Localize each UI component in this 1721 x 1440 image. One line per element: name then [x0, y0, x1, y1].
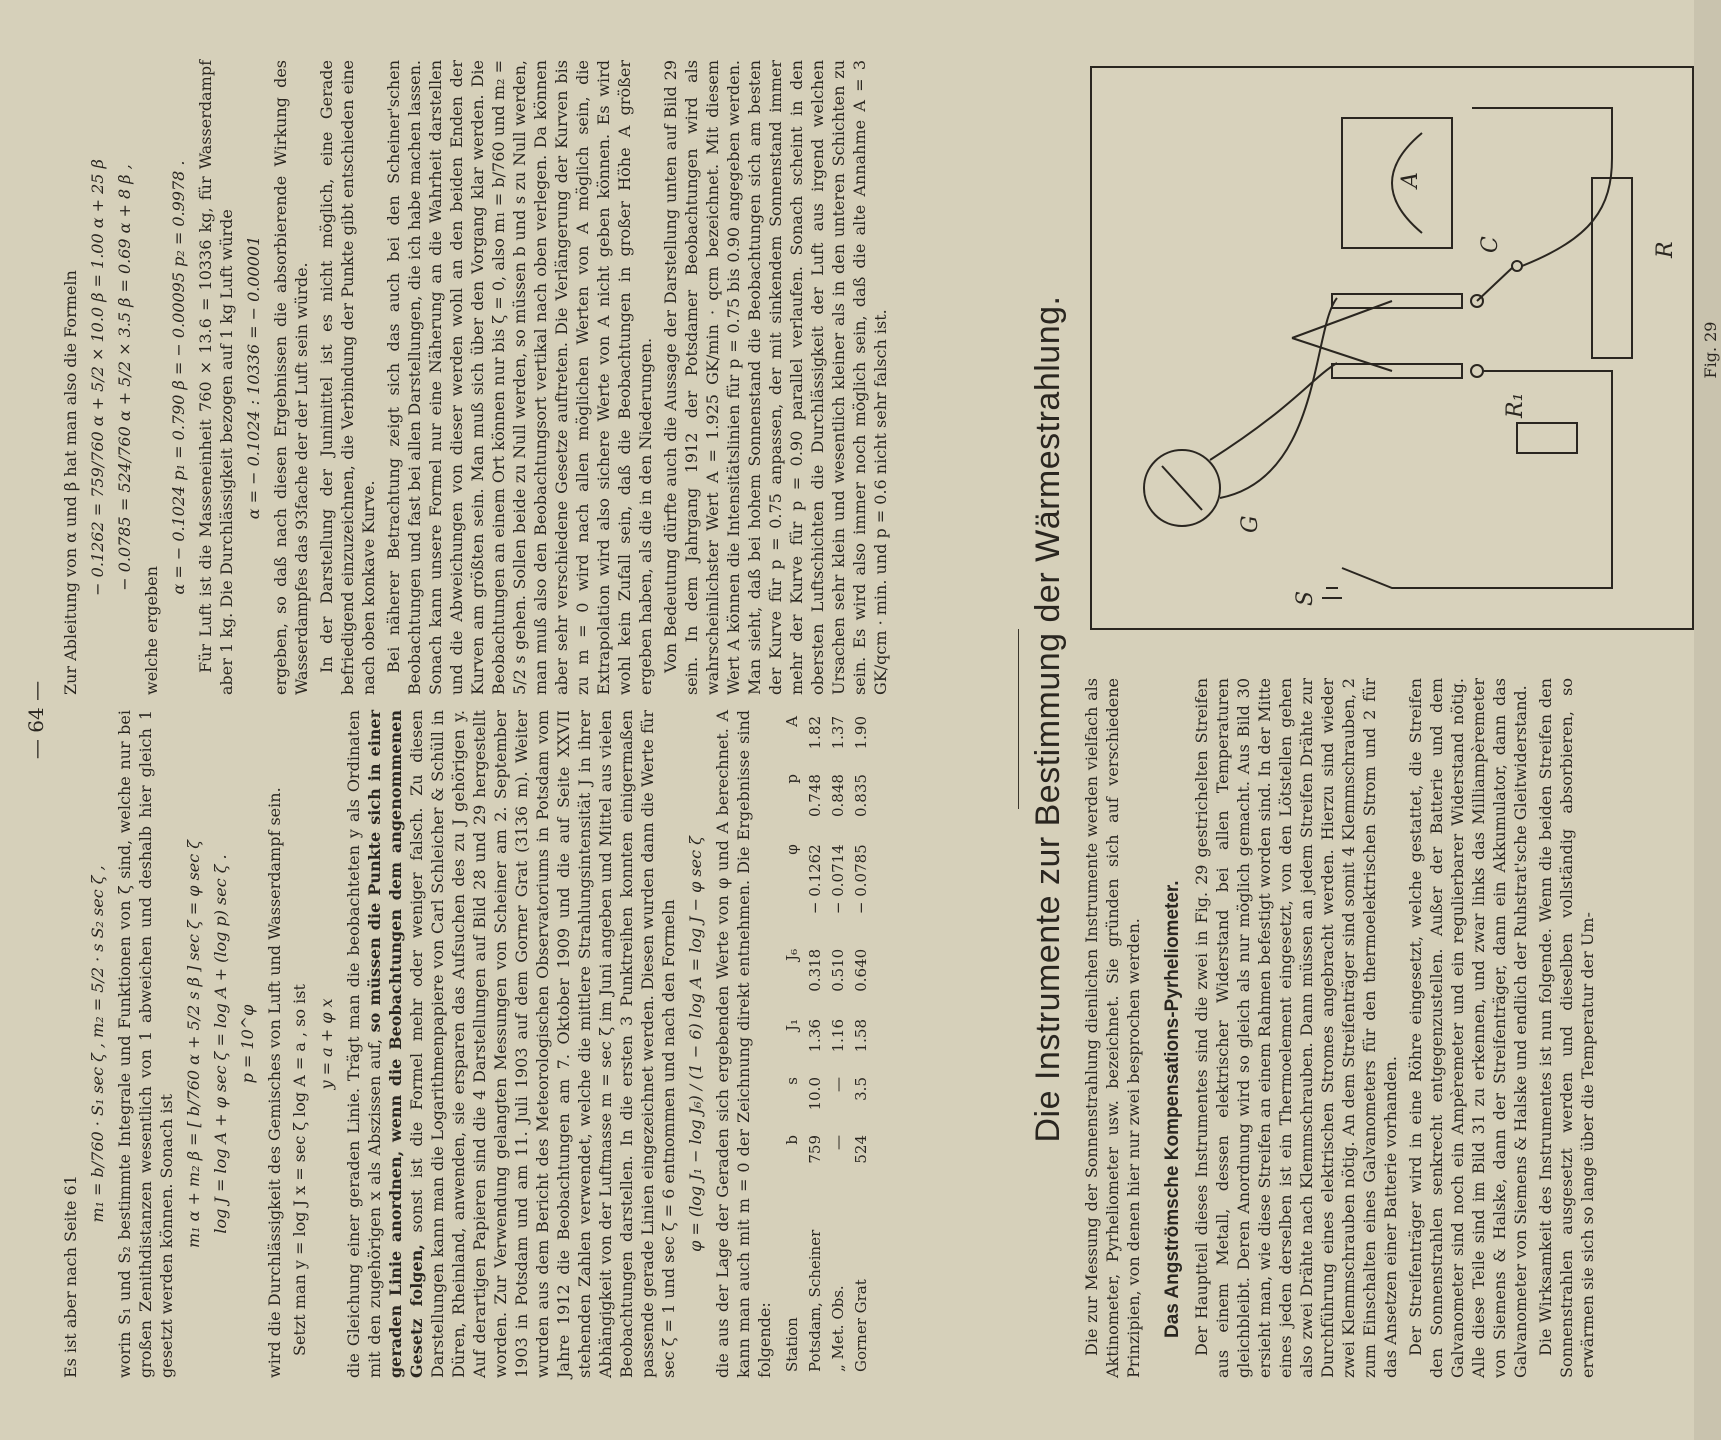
paragraph: wird die Durchlässigkeit des Gemisches von Luft und Wasserdampf sein.: [265, 787, 284, 1378]
thermo-wire: [1292, 338, 1392, 371]
table-cell: 0.748: [806, 774, 824, 818]
paragraph: Der Hauptteil dieses Instrumentes sind die zwei in Fig. 29 gestrichelten Streifen aus einem Metall, dessen elektrischer Widerstand bei allen Temperaturen gleichbleibt. Deren Anordnung wird so gleich als nur möglich gemacht. Aus Bild 30 ersieht man, wie diese Streifen an einem Rahmen befestigt worden sind. In der Mitte eines jeden derselben ist ein Thermoelement eingesetzt, von den Lötstellen gehen also zwei Drähte nach Klemmschrauben. Dann müssen an jedem Streifen Drähte zur Durchführung eines elektrischen Stromes angebracht werden. Hierzu sind wieder zwei Klemmschrauben nötig. An dem Streifenträger sind somit 4 Klemmschrauben, 2 zum Einschalten eines Galvanometers für den thermoelektrischen Strom und 2 für das Ansetzen einer Batterie vorhanden.: [1192, 678, 1400, 1378]
subsection-title: Das Angströmsche Kompensations-Pyrheliometer.: [1162, 880, 1183, 1338]
label-a: A: [1398, 172, 1423, 188]
switch-arm: [1477, 268, 1512, 301]
divider: [1018, 629, 1019, 809]
column-header: p: [783, 774, 801, 784]
label-r1: R₁: [1503, 392, 1528, 418]
galvanometer-needle: [1162, 466, 1202, 510]
section-title: Die Instrumente zur Bestimmung der Wärmestrahlung.: [1029, 295, 1067, 1143]
table-cell: Gorner Grat: [852, 1279, 870, 1372]
table-cell: 1.82: [806, 716, 824, 750]
table-cell: 0.848: [829, 774, 847, 818]
wire: [1210, 363, 1337, 460]
column-header: b: [783, 1135, 801, 1145]
wire: [1342, 371, 1612, 588]
table-cell: „ Met. Obs.: [829, 1285, 847, 1372]
instruments-section: [1010, 60, 1720, 1378]
table-cell: 759: [806, 1135, 824, 1164]
column-header: φ: [783, 844, 801, 855]
formula: − 0.0785 = 524/760 α + 5/2 × 3.5 β = 0.69 α + 8 β ,: [115, 164, 134, 591]
section-intro: [1081, 678, 1144, 1378]
ammeter-box: [1342, 118, 1452, 248]
terminal: [1471, 365, 1483, 377]
table-cell: − 0.1262: [806, 844, 824, 915]
column-header: J₆: [783, 948, 801, 961]
table-row: [827, 710, 850, 1378]
formula: y = a + φ x: [317, 998, 336, 1090]
figure-caption: Fig. 29: [1701, 321, 1720, 379]
column-header: Station: [783, 1317, 801, 1372]
table-cell: 0.510: [829, 948, 847, 992]
right-column: [60, 60, 895, 695]
paragraph: die aus der Lage der Geraden sich ergebenden Werte von φ und A berechnet. A kann man auch mit m = 0 der Zeichnung direkt entnehmen. Die Ergebnisse sind folgende:: [713, 710, 774, 1378]
table-cell: 3.5: [852, 1077, 870, 1101]
paragraph: Die zur Messung der Sonnenstrahlung dienlichen Instrumente werden vielfach als Aktinometer, Pyrheliometer usw. bezeichnet. Sie gründen sich auf verschiedene Prinzipien, von denen hier nur zwei besprochen werden.: [1082, 678, 1143, 1378]
formula: φ = (log J₁ − log J₆) / (1 − 6) log A = log J − φ sec ζ: [686, 836, 705, 1252]
formula: log J = log A + φ sec ζ = log A + (log p) sec ζ .: [211, 854, 230, 1234]
table-cell: 0.835: [852, 774, 870, 818]
results-table: [781, 710, 873, 1378]
subsection-text: [1191, 678, 1598, 1378]
paragraph: Es ist aber nach Seite 61: [61, 1175, 80, 1378]
emphasized-text: so müssen die Punkte sich in einer geraden Linie anordnen, wenn die Beobachtungen dem angenommenen Gesetz folgen,: [365, 709, 426, 1378]
table-cell: 1.16: [829, 1019, 847, 1053]
text-run: die Gleichung einer geraden Linie. Trägt man die beobachteten y als Ordinaten mit den zugehörigen x als Abszissen auf,: [344, 710, 384, 1378]
formula: m₁ α + m₂ β = [ b/760 α + 5/2 s β ] sec ζ = φ sec ζ: [184, 840, 203, 1248]
label-g: G: [1238, 515, 1263, 533]
table-row: [850, 710, 873, 1378]
table-cell: 1.58: [852, 1019, 870, 1053]
table-cell: 1.37: [829, 716, 847, 750]
paragraph: In der Darstellung der Junimittel ist es nicht möglich, eine Gerade befriedigend einzuzeichnen, die Verbindung der Punkte gibt entschieden eine nach oben konkave Kurve.: [317, 60, 378, 695]
table-cell: 0.318: [806, 948, 824, 992]
paragraph: worin S₁ und S₂ bestimmte Integrale und Funktionen von ζ sind, welche nur bei großen Zenithdistanzen wesentlich von 1 abweichen und deshalb hier gleich 1 gesetzt werden können. Sonach ist: [115, 710, 176, 1378]
column-header: A: [783, 716, 801, 727]
table-cell: Potsdam, Scheiner: [806, 1229, 824, 1372]
table-cell: 10.0: [806, 1077, 824, 1111]
formula: − 0.1262 = 759/760 α + 5/2 × 10.0 β = 1.00 α + 25 β: [88, 159, 107, 596]
resistor-r: [1592, 178, 1632, 358]
formula: p = 10^φ: [238, 1004, 257, 1084]
paragraph: Der Streifenträger wird in eine Röhre eingesetzt, welche gestattet, die Streifen den Sonnenstrahlen senkrecht entgegenzustellen. Außer der Batterie und dem Galvanometer sind noch ein Ampèremeter und ein regulierbarer Widerstand nötig. Alle diese Teile sind im Bild 31 zu erkennen, und zwar links das Milliampèremeter von Siemens & Halske, dann der Streifenträger, dann ein Akkumulator, dann das Galvanometer von Siemens & Halske und endlich der Ruhstrat'sche Gleitwiderstand.: [1406, 678, 1530, 1378]
formula: m₁ = b/760 · S₁ sec ζ , m₂ = 5/2 · s S₂ sec ζ ,: [88, 865, 107, 1223]
paragraph: [343, 710, 679, 1378]
paragraph: Die Wirksamkeit des Instrumentes ist nun folgende. Wenn die beiden Streifen den Sonnenstrahlen ausgesetzt werden und dieselben vollständig absorbieren, so erwärmen sie sich so lange über die Temperatur der Um-: [1536, 678, 1597, 1378]
paragraph: Bei näherer Betrachtung zeigt sich das auch bei den Scheiner'schen Beobachtungen und fast bei allen Darstellungen, die ich habe machen lassen. Sonach kann unsere Formel nur eine Näherung an die Wahrheit darstellen und die Abweichungen von dieser werden wohl an den beiden Enden der Kurven am größten sein. Man muß sich über den Vorgang klar werden. Die Beobachtungen an einem Ort können nur bis ζ = 0, also m₁ = b/760 und m₂ = 5/2 s gehen. Sollen beide zu Null werden, so müssen b und s zu Null werden, man muß also den Beobachtungsort vertikal nach oben verlegen. Da können aber sehr verschiedene Gesetze auftreten. Die Verlängerung der Kurven bis zu m = 0 wird nach allen möglichen Werten von A möglich sein, die Extrapolation wird also sichere Werte von A nicht geben können. Es wird wohl kein Zufall sein, daß die Beobachtungen in großer Höhe A größer ergeben haben, als die in den Niederungen.: [384, 60, 655, 695]
table-cell: 1.36: [806, 1019, 824, 1053]
page-number: — 64 —: [24, 680, 48, 760]
table-row: [804, 710, 827, 1378]
table-cell: —: [829, 1135, 847, 1150]
left-column: [60, 710, 881, 1378]
paragraph: Zur Ableitung von α und β hat man also die Formeln: [61, 270, 80, 695]
table-cell: − 0.0785: [852, 844, 870, 915]
table-header-row: [781, 710, 804, 1378]
table-cell: 0.640: [852, 948, 870, 992]
paragraph: welche ergeben: [142, 566, 161, 695]
label-s: S: [1293, 590, 1318, 606]
table-cell: —: [829, 1077, 847, 1092]
paragraph: ergeben, so daß nach diesen Ergebnissen die absorbierende Wirkung des Wasserdampfes das 93fache der der Luft sein würde.: [271, 60, 311, 695]
circuit-diagram: [1090, 66, 1694, 630]
formula: α = − 0.1024 : 10336 = − 0.00001: [244, 235, 263, 520]
strip-left: [1332, 364, 1462, 378]
resistor-r1: [1517, 423, 1577, 453]
paragraph: Für Luft ist die Masseneinheit 760 × 13.6 = 10336 kg, für Wasserdampf aber 1 kg. Die Durchlässigkeit bezogen auf 1 kg Luft würde: [196, 60, 236, 695]
thermo-wire: [1292, 301, 1392, 338]
column-header: s: [783, 1077, 801, 1085]
table-cell: 524: [852, 1135, 870, 1164]
text-run: sonst ist die Formel mehr oder weniger falsch. Zu diesen Darstellungen kann man die Logarithmenpapiere von Carl Schleicher & Schüll in Düren, Rheinland, anwenden, sie ersparen das Aufsuchen des zu J gehörigen y. Auf derartigen Papieren sind die 4 Darstellungen auf Bild 28 und 29 hergestellt worden. Zur Verwendung gelangten Messungen von Scheiner am 2. September 1903 in Potsdam und am 11. Juli 1903 auf dem Gorner Grat (3136 m). Weiter wurden aus dem Bericht des Meteorologischen Observatoriums in Potsdam vom Jahre 1912 die Beobachtungen am 7. Oktober 1909 und die auf Seite XXVII stehenden Zahlen verwendet, welche die mittlere Strahlungsintensität J in ihrer Abhängigkeit von der Luftmasse m = sec ζ im Juni angeben und Mittel aus vielen Beobachtungen darstellen. In die ersten 3 Punktreihen konnten einigermaßen passende gerade Linien eingezeichnet werden. Diesen wurden dann die Werte für sec ζ = 1 und sec ζ = 6 entnommen und nach den Formeln: [407, 709, 678, 1378]
paragraph: Setzt man y = log J x = sec ζ log A = a , so ist: [290, 984, 309, 1356]
table-cell: 1.90: [852, 716, 870, 750]
column-header: J₁: [783, 1019, 801, 1032]
label-c: C: [1478, 236, 1503, 253]
table-cell: − 0.0714: [829, 844, 847, 915]
label-r: R: [1653, 241, 1678, 258]
circuit-svg: [1092, 68, 1692, 628]
switch-contact: [1512, 261, 1522, 271]
strip-right: [1332, 294, 1462, 308]
paragraph: Von Bedeutung dürfte auch die Aussage der Darstellung unten auf Bild 29 sein. In dem Jahrgang 1912 der Potsdamer Beobachtungen wird als wahrscheinlichster Wert A = 1.925 GK/min · qcm bezeichnet. Mit diesem Wert A können die Intensitätslinien für p = 0.75 bis 0.90 angegeben werden. Man sieht, daß bei hohem Sonnenstand die Beobachtungen sich am besten der Kurve für p = 0.75 anpassen, der mit sinkendem Sonnenstand immer mehr der Kurve für p = 0.90 parallel verlaufen. Sonach scheint in den obersten Luftschichten die Durchlässigkeit der Luft aus irgend welchen Ursachen sehr klein und wesentlich kleiner als in den unteren Schichten zu sein. Es wird also immer noch möglich sein, daß die alte Annahme A = 3 GK/qcm · min. und p = 0.6 nicht sehr falsch ist.: [661, 60, 890, 695]
formula: α = − 0.1024 p₁ = 0.790 β = − 0.00095 p₂ = 0.9978 .: [169, 160, 188, 595]
